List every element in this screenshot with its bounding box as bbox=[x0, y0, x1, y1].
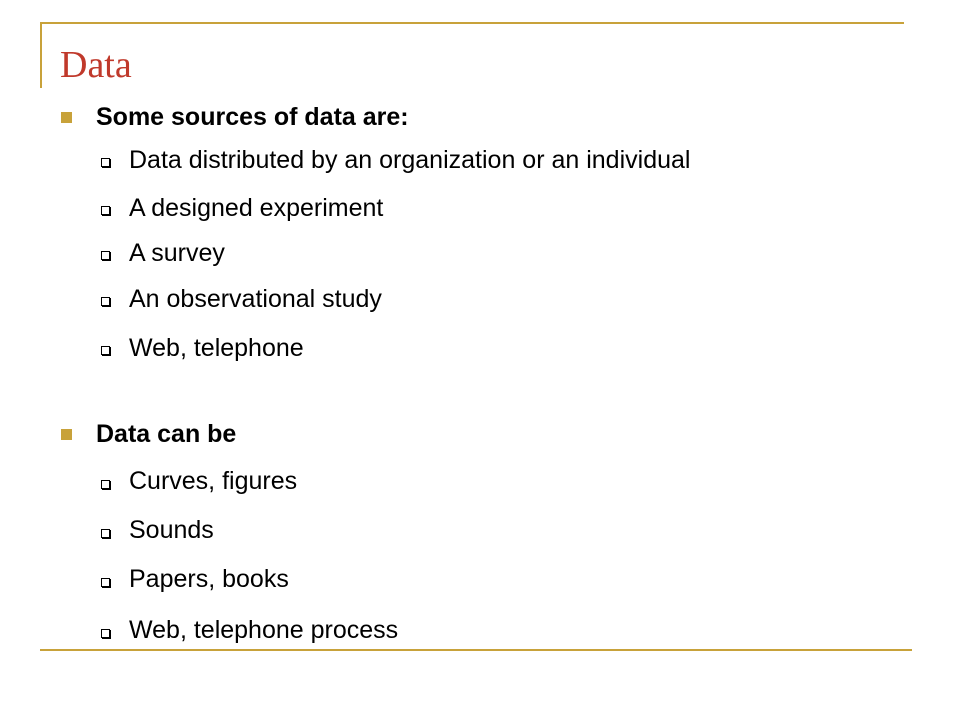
list-item: A survey bbox=[129, 239, 225, 267]
hollow-square-bullet-icon bbox=[101, 206, 110, 215]
left-border-line bbox=[40, 22, 42, 88]
section-heading: Some sources of data are: bbox=[96, 103, 409, 131]
list-item: Web, telephone process bbox=[129, 616, 399, 644]
square-bullet-icon bbox=[61, 429, 72, 440]
list-item: An observational study bbox=[129, 285, 382, 313]
slide-title: Data bbox=[60, 44, 132, 86]
hollow-square-bullet-icon bbox=[101, 297, 110, 306]
section-heading: Data can be bbox=[96, 420, 237, 448]
list-item: Curves, figures bbox=[129, 467, 298, 495]
square-bullet-icon bbox=[61, 112, 72, 123]
list-item: Sounds bbox=[129, 516, 214, 544]
hollow-square-bullet-icon bbox=[101, 529, 110, 538]
hollow-square-bullet-icon bbox=[101, 578, 110, 587]
list-item: Papers, books bbox=[129, 565, 289, 593]
top-border-line bbox=[40, 22, 904, 24]
bottom-border-line bbox=[40, 649, 912, 651]
hollow-square-bullet-icon bbox=[101, 251, 110, 260]
list-item: Data distributed by an organization or an individual bbox=[129, 146, 691, 174]
hollow-square-bullet-icon bbox=[101, 346, 110, 355]
hollow-square-bullet-icon bbox=[101, 629, 110, 638]
list-item: A designed experiment bbox=[129, 194, 384, 222]
hollow-square-bullet-icon bbox=[101, 158, 110, 167]
list-item: Web, telephone bbox=[129, 334, 304, 362]
hollow-square-bullet-icon bbox=[101, 480, 110, 489]
